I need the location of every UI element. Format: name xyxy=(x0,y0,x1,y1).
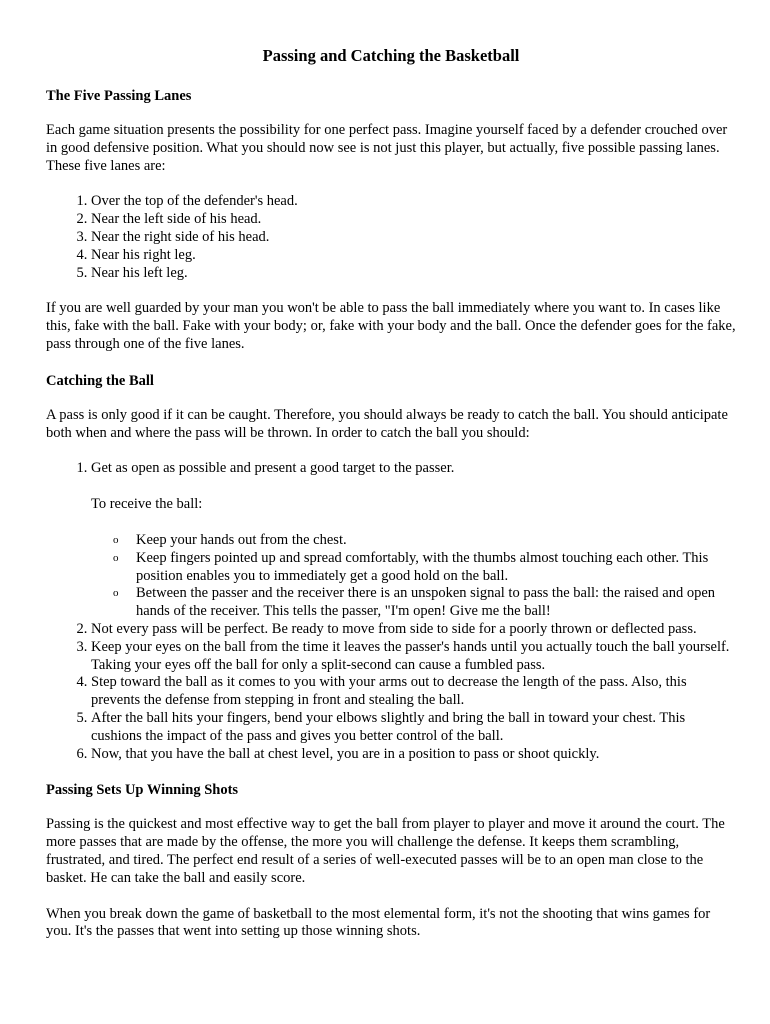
list-item xyxy=(91,460,736,621)
passing-lanes-list xyxy=(46,193,736,282)
receive-sublist xyxy=(91,532,736,621)
passing-lanes-outro: If you are well guarded by your man you won't be able to pass the ball immediately where you want to. In cases like this, fake with the ball. Fake with your body; or, fake with your body and the ball. Once the defender goes for the fake, pass through one of the five lanes. xyxy=(46,300,736,352)
list-item: 2. Not every pass will be perfect. Be ready to move from side to side for a poorly thrown or deflected pass. xyxy=(91,621,736,639)
catching-intro: A pass is only good if it can be caught. Therefore, you should always be ready to catch the ball. You should anticipate both when and where the pass will be thrown. In order to catch the ball you should: xyxy=(46,406,728,441)
section-heading-passing-lanes: The Five Passing Lanes xyxy=(46,88,192,104)
list-item: 6. Now, that you have the ball at chest level, you are in a position to pass or shoot quickly. xyxy=(91,746,736,764)
circle-bullet-icon: o xyxy=(113,533,119,546)
receive-label: To receive the ball: xyxy=(91,496,203,513)
step-text: Get as open as possible and present a good target to the passer. xyxy=(91,460,455,477)
document-page xyxy=(46,46,736,959)
list-item: 4. Near his right leg. xyxy=(91,247,736,265)
sublist-item: o Between the passer and the receiver there is an unspoken signal to pass the ball: the raised and open hands of the receiver. This tells the passer, "I'm open! Give me the ball! xyxy=(113,585,716,620)
list-item: 3. Keep your eyes on the ball from the time it leaves the passer's hands until you actually touch the ball yourself. Taking your eyes off the ball for only a split-second can cause a fumbled pass. xyxy=(91,639,736,675)
list-item: 4. Step toward the ball as it comes to you with your arms out to decrease the length of the pass. Also, this prevents the defense from stepping in front and stealing the ball. xyxy=(91,674,736,710)
catching-steps-list xyxy=(46,460,736,763)
list-item: 5. Near his left leg. xyxy=(91,265,736,283)
circle-bullet-icon: o xyxy=(113,551,119,564)
winning-shots-para-1: Passing is the quickest and most effective way to get the ball from player to player and move it around the court. The more passes that are made by the offense, the more you will challenge the defense. It keeps them scrambling, frustrated, and tired. The perfect end result of a series of well-executed passes will be to an open man close to the basket. He can take the ball and easily score. xyxy=(46,816,725,886)
list-item: 2. Near the left side of his head. xyxy=(91,211,736,229)
list-item: 5. After the ball hits your fingers, bend your elbows slightly and bring the ball in toward your chest. This cushions the impact of the pass and gives you better control of the ball. xyxy=(91,710,736,746)
section-heading-winning-shots: Passing Sets Up Winning Shots xyxy=(46,782,239,799)
circle-bullet-icon: o xyxy=(113,587,119,600)
sublist-item: o Keep fingers pointed up and spread comfortably, with the thumbs almost touching each other. This position enables you to immediately get a good hold on the ball. xyxy=(113,549,709,584)
list-item: 1. Over the top of the defender's head. xyxy=(91,193,736,211)
section-heading-catching: Catching the Ball xyxy=(46,372,154,389)
passing-lanes-intro: Each game situation presents the possibility for one perfect pass. Imagine yourself faced by a defender crouched over in good defensive position. What you should now see is not just this player, but actually, five possible passing lanes. These five lanes are: xyxy=(46,122,728,174)
list-item: 3. Near the right side of his head. xyxy=(91,229,736,247)
winning-shots-para-2: When you break down the game of basketball to the most elemental form, it's not the shooting that wins games for you. It's the passes that went into setting up those winning shots. xyxy=(46,905,711,940)
sublist-item: o Keep your hands out from the chest. xyxy=(113,531,347,548)
document-title: Passing and Catching the Basketball xyxy=(262,46,520,65)
